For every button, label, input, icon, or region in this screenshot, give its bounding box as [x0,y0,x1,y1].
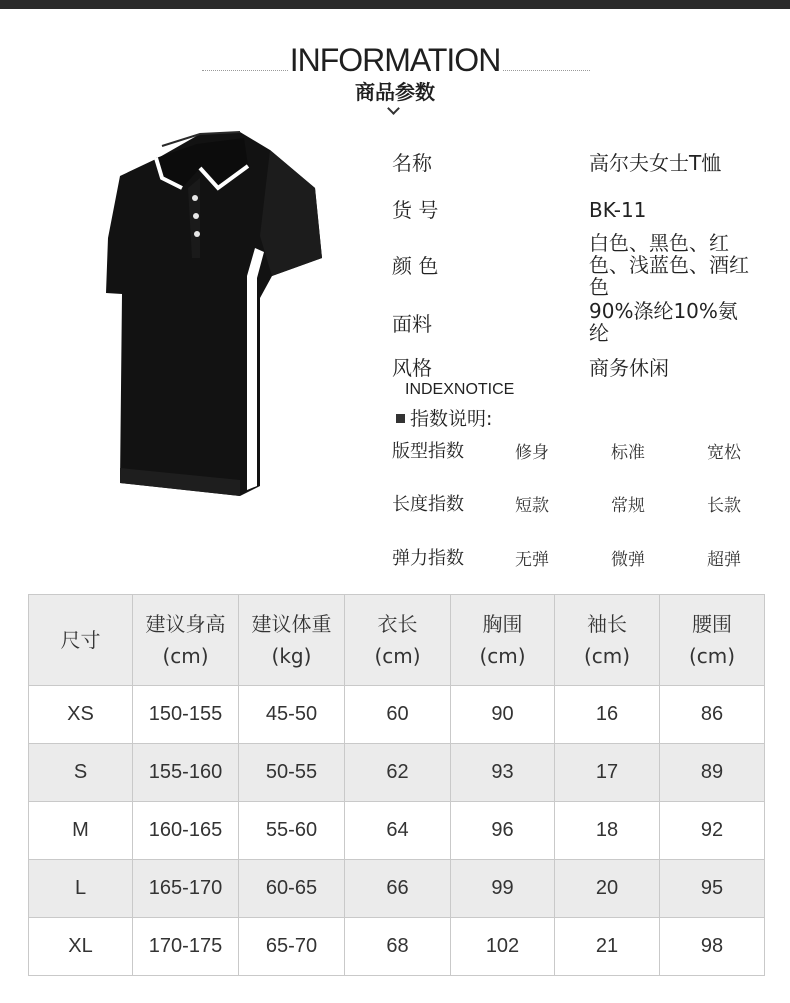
cell-length: 64 [345,802,451,860]
cell-weight: 60-65 [239,860,345,918]
cell-length: 68 [345,918,451,976]
cell-waist: 95 [660,860,765,918]
table-row [29,686,765,744]
cell-height: 150-155 [133,686,239,744]
header-weight: 建议体重 (kg) [239,595,345,686]
index-row-label: 版型指数 [392,441,464,462]
index-title-en: INDEXNOTICE [405,381,515,398]
index-title-zh: 指数说明: [410,408,493,430]
cell-waist: 98 [660,918,765,976]
spec-label-color: 颜 色 [392,254,439,278]
cell-height: 160-165 [133,802,239,860]
cell-length: 66 [345,860,451,918]
spec-label-name: 名称 [392,151,432,175]
cell-chest: 102 [451,918,555,976]
index-option: 常规 [611,496,645,516]
top-bar [0,0,790,9]
header-waist: 腰围 (cm) [660,595,765,686]
index-row-label: 长度指数 [392,494,464,515]
index-option: 无弹 [515,550,549,570]
cell-weight: 50-55 [239,744,345,802]
index-option: 超弹 [707,550,741,570]
header-length: 衣长 (cm) [345,595,451,686]
chevron-down-icon [387,102,400,115]
spec-label-style: 风格 [392,356,432,380]
cell-size: XS [29,686,133,744]
table-row [29,744,765,802]
cell-weight: 55-60 [239,802,345,860]
cell-weight: 65-70 [239,918,345,976]
square-bullet-icon [396,414,405,423]
index-option: 长款 [707,496,741,516]
cell-waist: 92 [660,802,765,860]
section-header [0,40,790,120]
cell-chest: 90 [451,686,555,744]
index-option: 宽松 [707,443,741,463]
header-title-zh: 商品参数 [355,80,435,104]
cell-height: 155-160 [133,744,239,802]
table-header-row [29,595,765,686]
polo-shirt-icon [100,118,330,503]
header-height: 建议身高 (cm) [133,595,239,686]
cell-chest: 99 [451,860,555,918]
index-option: 短款 [515,496,549,516]
header-title-en: INFORMATION [289,42,501,78]
cell-size: XL [29,918,133,976]
cell-size: S [29,744,133,802]
header-size: 尺寸 [29,595,133,686]
cell-sleeve: 18 [555,802,660,860]
index-option: 微弹 [611,550,645,570]
spec-value-name: 高尔夫女士T恤 [589,151,722,175]
cell-waist: 86 [660,686,765,744]
index-row-label: 弹力指数 [392,548,464,569]
cell-length: 62 [345,744,451,802]
cell-sleeve: 16 [555,686,660,744]
cell-height: 165-170 [133,860,239,918]
cell-size: M [29,802,133,860]
table-row [29,918,765,976]
spec-label-sku: 货 号 [392,198,439,222]
cell-length: 60 [345,686,451,744]
cell-weight: 45-50 [239,686,345,744]
spec-value-style: 商务休闲 [589,356,669,380]
cell-chest: 93 [451,744,555,802]
cell-sleeve: 17 [555,744,660,802]
product-image [100,118,330,503]
spec-value-sku: BK-11 [589,198,647,222]
spec-value-fabric: 90%涤纶10%氨纶 [589,299,738,345]
table-row [29,860,765,918]
header-chest: 胸围 (cm) [451,595,555,686]
index-option: 标准 [611,443,645,463]
cell-waist: 89 [660,744,765,802]
header-sleeve: 袖长 (cm) [555,595,660,686]
cell-sleeve: 21 [555,918,660,976]
cell-size: L [29,860,133,918]
spec-label-fabric: 面料 [392,312,432,336]
cell-height: 170-175 [133,918,239,976]
index-title [396,404,492,431]
cell-chest: 96 [451,802,555,860]
spec-value-color: 白色、黑色、红色、浅蓝色、酒红色 [589,231,749,299]
cell-sleeve: 20 [555,860,660,918]
size-table [28,594,765,976]
index-option: 修身 [515,443,549,463]
table-row [29,802,765,860]
